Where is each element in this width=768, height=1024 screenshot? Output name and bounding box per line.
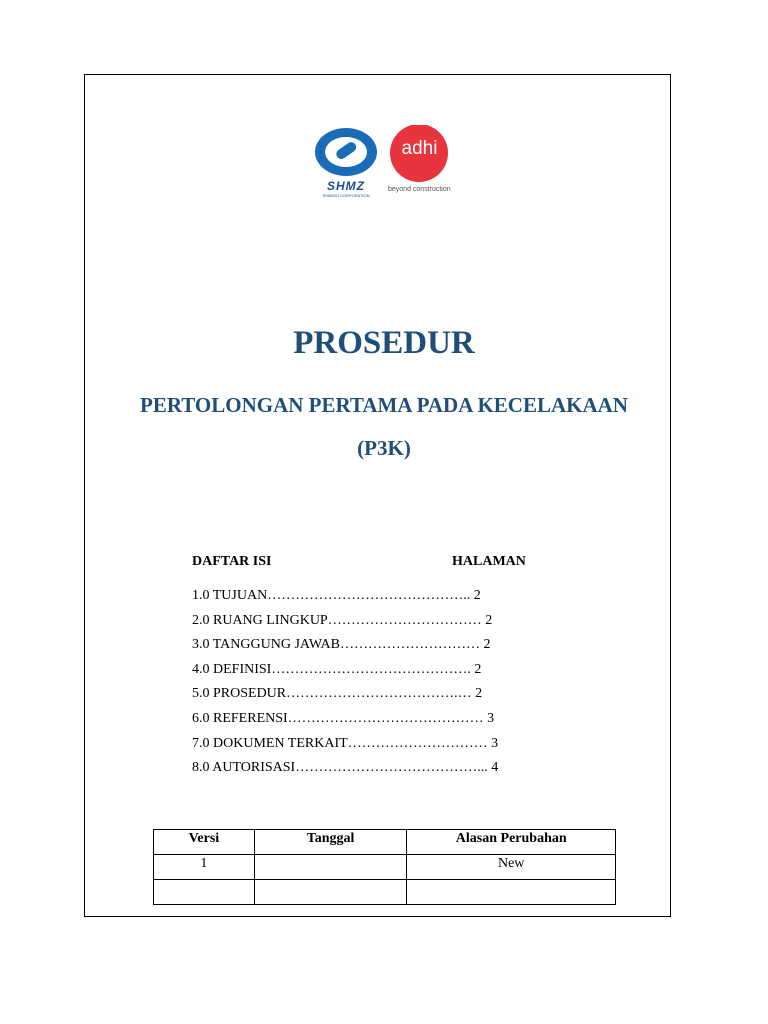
- revision-table: [153, 829, 616, 905]
- shmz-logo: [313, 125, 383, 200]
- toc-item: 5.0 PROSEDUR……………………………….… 2: [192, 686, 483, 702]
- document-subtitle-code: (P3K): [357, 436, 411, 460]
- table-of-contents: [192, 586, 512, 783]
- table-cell: New: [407, 855, 616, 880]
- toc-item: 7.0 DOKUMEN TERKAIT………………………… 3: [192, 735, 499, 751]
- table-row: [154, 880, 616, 905]
- table-cell: [254, 880, 407, 905]
- table-header-cell: Versi: [154, 830, 255, 855]
- document-title: PROSEDUR: [293, 325, 475, 361]
- adhi-tagline: beyond construction: [388, 186, 451, 193]
- company-logos: [313, 125, 463, 200]
- toc-item: 6.0 REFERENSI…………………………………… 3: [192, 710, 495, 726]
- toc-page-heading: HALAMAN: [452, 554, 526, 569]
- table-header-cell: Alasan Perubahan: [407, 830, 616, 855]
- table-row: [154, 855, 616, 880]
- toc-item: 1.0 TUJUAN…………………………………….. 2: [192, 588, 481, 603]
- table-cell: [254, 855, 407, 880]
- table-header-row: [154, 830, 616, 855]
- toc-heading: DAFTAR ISI: [192, 554, 272, 569]
- table-header-cell: Tanggal: [254, 830, 407, 855]
- document-subtitle: PERTOLONGAN PERTAMA PADA KECELAKAAN: [140, 393, 628, 417]
- shmz-brand-text: SHMZ: [327, 179, 365, 193]
- table-cell: 1: [154, 855, 255, 880]
- adhi-logo: [388, 125, 468, 200]
- toc-item: 8.0 AUTORISASI…………………………………... 4: [192, 760, 499, 776]
- table-cell: [407, 880, 616, 905]
- toc-item: 3.0 TANGGUNG JAWAB………………………… 2: [192, 637, 491, 653]
- toc-item: 4.0 DEFINISI……………………………………. 2: [192, 661, 482, 677]
- shmz-emblem-icon: [313, 125, 381, 180]
- shmz-sub-text: SHIMIZU CORPORATION: [322, 193, 370, 198]
- toc-item: 2.0 RUANG LINGKUP…………………………… 2: [192, 612, 493, 628]
- page-border: [84, 74, 671, 917]
- table-cell: [154, 880, 255, 905]
- adhi-brand-text: adhi: [401, 138, 438, 159]
